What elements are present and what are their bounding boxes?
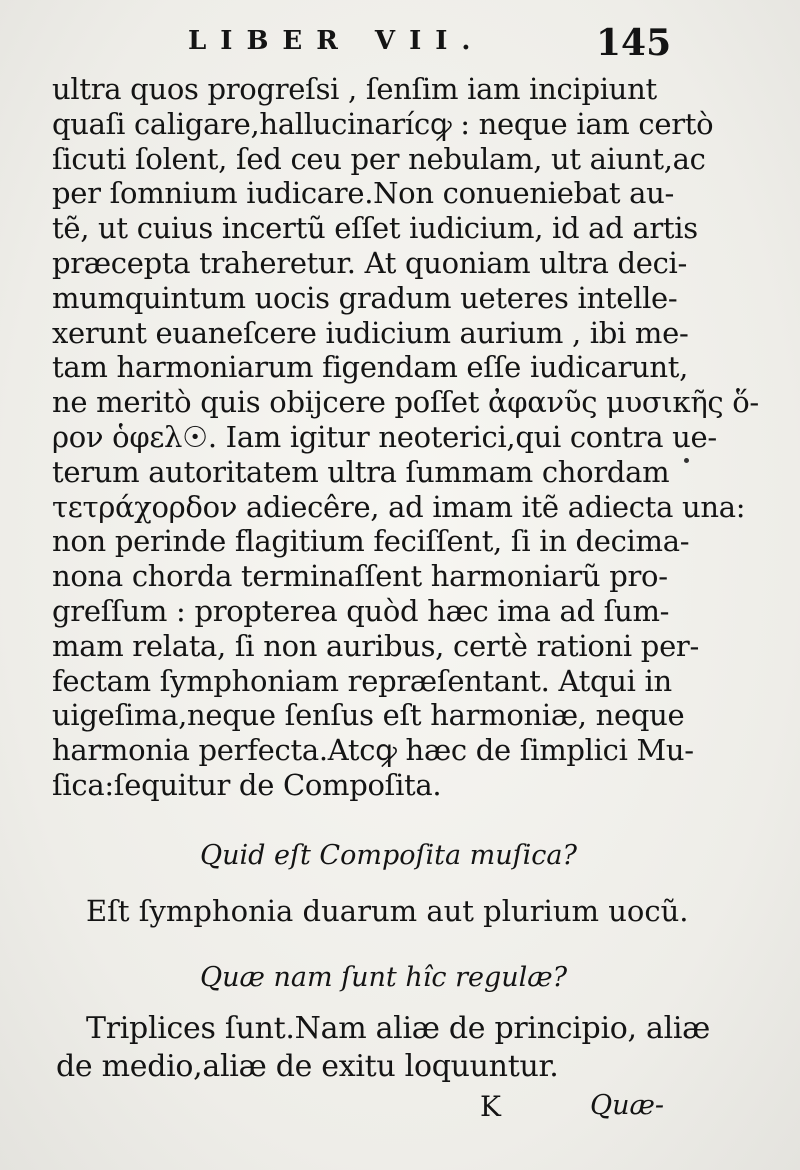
text-line: terum autoritatem ultra ſummam chordam — [52, 454, 670, 489]
text-line: ne meritò quis obijcere poſſet ἀφανῦς μυσικῆς ὅ- — [52, 385, 759, 420]
text-line: quaſi caligare,hallucinarícꝙ : neque iam certò — [52, 106, 714, 141]
text-line: præcepta traheretur. At quoniam ultra deci- — [52, 245, 688, 280]
question-heading: Quid eſt Compoſita muſica? — [200, 840, 577, 871]
text-line: τετράχορδον adiecêre, ad imam itẽ adiecta una: — [52, 489, 746, 524]
text-line: harmonia perfecta.Atcꝙ hæc de ſimplici Mu- — [52, 733, 694, 768]
signature-mark: K — [480, 1090, 501, 1123]
text-line: ultra quos progreſsi , ſenſim iam incipiunt — [52, 72, 657, 106]
text-line: tẽ, ut cuius incertũ eſſet iudicium, id ad artis — [52, 211, 698, 246]
main-paragraph — [52, 72, 759, 803]
text-line: ρον ὁφελ☉. Iam igitur neoterici,qui contra ue- — [52, 419, 717, 454]
text-line: greſſum : propterea quòd hæc ima ad ſum- — [52, 593, 670, 628]
answer-text: Eſt ſymphonia duarum aut plurium uocũ. — [86, 894, 689, 928]
text-line: tam harmoniarum figendam eſſe iudicarunt, — [52, 350, 689, 385]
text-line: Triplices ſunt.Nam aliæ de principio, aliæ — [86, 1011, 711, 1046]
text-line: mam relata, ſi non auribus, certè rationi per- — [52, 628, 699, 663]
running-head: LIBER VII. — [188, 26, 485, 56]
ink-speck — [684, 458, 689, 463]
text-line: non perinde flagitium feciſſent, ſi in decima- — [52, 524, 690, 559]
question-heading: Quæ nam ſunt hîc regulæ? — [200, 962, 568, 993]
text-line: de medio,aliæ de exitu loquuntur. — [56, 1049, 559, 1084]
text-line: ſica:ſequitur de Compoſita. — [52, 767, 442, 802]
text-line: ſicuti ſolent, ſed ceu per nebulam, ut aiunt,ac — [52, 141, 706, 176]
page-header — [0, 18, 800, 66]
catchword: Quæ- — [590, 1090, 665, 1121]
page-number: 145 — [596, 22, 672, 64]
text-line: fectam ſymphoniam repræſentant. Atqui in — [52, 663, 672, 698]
text-line: mumquintum uocis gradum ueteres intelle- — [52, 280, 678, 315]
text-line: per ſomnium iudicare.Non conueniebat au- — [52, 176, 674, 211]
text-line: xerunt euaneſcere iudicium aurium , ibi me- — [52, 315, 689, 350]
second-paragraph — [56, 1010, 710, 1086]
text-line: nona chorda terminaſſent harmoniarũ pro- — [52, 559, 668, 594]
text-line: uigeſima,neque ſenſus eſt harmoniæ, neque — [52, 698, 685, 733]
